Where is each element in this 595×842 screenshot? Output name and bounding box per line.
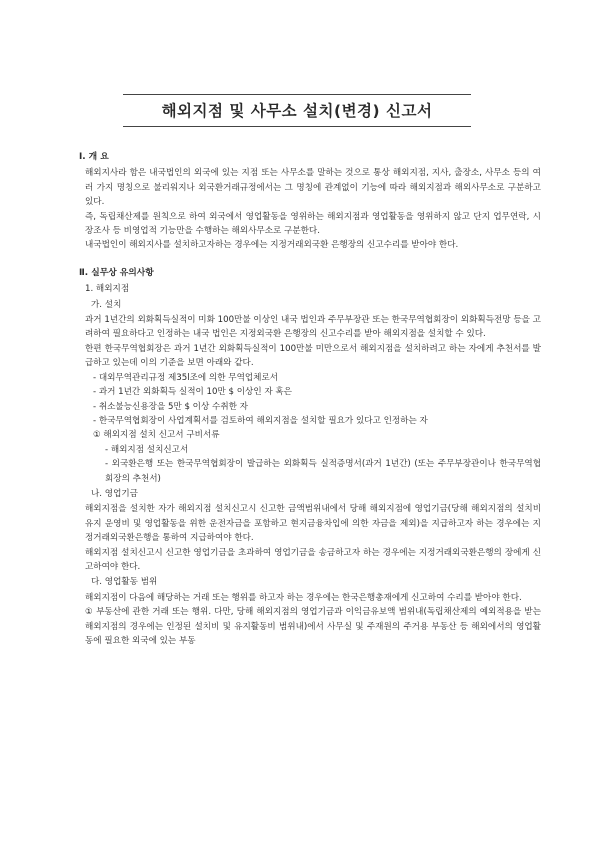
overview-paragraph: 즉, 독립채산제를 원칙으로 하여 외국에서 영업활동을 영위하는 해외지점과 영업활동을 영위하지 않고 단지 업무연락, 시장조사 등 비영업적 기능만을 수행하는 해외사무소로 구분한다. (85, 211, 541, 237)
business-scope-paragraph: 해외지점이 다음에 해당하는 거래 또는 행위를 하고자 하는 경우에는 한국은행총재에게 신고하여 수리를 받아야 한다. (85, 592, 522, 603)
document-body (73, 150, 541, 648)
part-label-establishment: 가. 설치 (91, 299, 122, 310)
criteria-item: - 과거 1년간 외화획득 실적이 10만 $ 이상인 자 혹은 (93, 387, 292, 398)
criteria-item: - 대외무역관리규정 제35l조에 의한 무역업체로서 (93, 372, 279, 383)
part-label-operating-fund: 나. 영업기금 (91, 488, 138, 499)
required-doc-item: - 해외지점 설치신고서 (105, 444, 189, 455)
operating-fund-paragraph: 해외지점 설치신고시 신고한 영업기금을 초과하여 영업기금을 송금하고자 하는 경우에는 지정거래외국환은행의 장에게 신고하여야 한다. (85, 547, 541, 572)
subsection-heading-overseas-branch: 1. 해외지점 (85, 284, 130, 295)
document-title: 해외지점 및 사무소 설치(변경) 신고서 (161, 102, 433, 120)
required-docs-heading: ① 해외지점 설치 신고서 구비서류 (93, 430, 220, 441)
section-heading-practical-notes: Ⅱ. 실무상 유의사항 (79, 267, 154, 278)
overview-paragraph: 내국법인이 해외지사를 설치하고자하는 경우에는 지정거래외국환 은행장의 신고수리를 받아야 한다. (85, 240, 459, 251)
overview-paragraph: 해외지사라 함은 내국법인의 외국에 있는 지점 또는 사무소를 말하는 것으로 통상 해외지점, 지사, 출장소, 사무소 등의 여러 가지 명칭으로 불리워지나 외국환거래규정에서는 그 명칭에 관계없이 기능에 따라 해외지점과 해외사무소로 구분하고 있다. (85, 168, 541, 208)
operating-fund-paragraph: 해외지점을 설치한 자가 해외지점 설치신고시 신고한 금액범위내에서 당해 해외지점에 영업기금(당해 해외지점의 설치비 유지 운영비 및 영업활동을 위한 운전자금을 포함하고 현지금융차입에 의한 자금을 제외)을 지급하고자 하는 경우에는 지정거래외국환은행을 통하여 지급하여야 한다. (85, 504, 541, 544)
establishment-paragraph: 한편 한국무역협회장은 과거 1년간 외화획득실적이 100만불 미만으로서 해외지점을 설치하려고 하는 자에게 추천서를 발급하고 있는데 이의 기준을 보면 아래와 같다. (85, 343, 541, 369)
section-heading-overview: Ⅰ. 개 요 (79, 152, 109, 162)
title-box (123, 94, 471, 127)
part-label-business-scope: 다. 영업활동 범위 (91, 577, 158, 588)
criteria-item: - 취소불능신용장을 5만 $ 이상 수취한 자 (93, 401, 248, 412)
required-doc-item: - 외국환은행 또는 한국무역협회장이 발급하는 외화획득 실적증명서(과거 1년간) (또는 주무부장관이나 한국무역협회장의 추천서) (105, 459, 541, 484)
criteria-item: - 한국무역협회장이 사업계획서를 검토하여 해외지점을 설치할 필요가 있다고 인정하는 자 (93, 415, 428, 426)
establishment-paragraph: 과거 1년간의 외화획득실적이 미화 100만불 이상인 내국 법인과 주무부장관 또는 한국무역협회장이 외화획득전망 등을 고려하여 필요하다고 인정하는 내국 법인은 지정외국환 은행장의 신고수리를 받아 해외지점을 설치할 수 있다. (85, 315, 541, 340)
business-scope-item: ① 부동산에 관한 거래 또는 행위. 다만, 당해 해외지점의 영업기금과 이익금유보액 범위내(독립채산제의 예외적용을 받는 해외지점의 경우에는 인정된 설치비 및 유지활동비 범위내)에서 사무실 및 주재원의 주거용 부동산 등 해외에서의 영업활동에 필요한 외국에 있는 부동 (85, 607, 541, 646)
